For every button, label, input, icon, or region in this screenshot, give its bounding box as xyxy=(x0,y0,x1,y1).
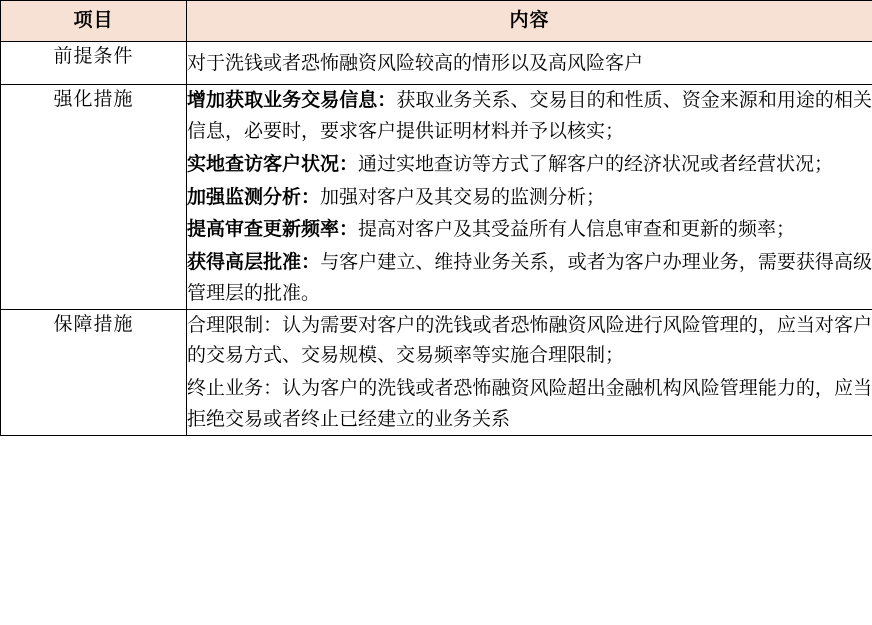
table-row xyxy=(1,41,872,85)
paragraph-text: 认为客户的洗钱或者恐怖融资风险超出金融机构风险管理能力的，应当拒绝交易或者终止已经建立的业务关系 xyxy=(187,377,872,430)
column-header-content: 内容 xyxy=(187,1,872,42)
paragraph xyxy=(187,149,872,180)
row-content xyxy=(187,41,872,85)
paragraph-lead: 实地查访客户状况： xyxy=(187,152,359,175)
paragraph-text: 通过实地查访等方式了解客户的经济状况或者经营状况； xyxy=(358,152,834,175)
paragraph-lead: 提高审查更新频率： xyxy=(187,218,359,241)
paragraph-lead: 终止业务： xyxy=(187,377,283,400)
table-row xyxy=(1,309,872,435)
row-content xyxy=(187,309,872,435)
paragraph-text: 加强对客户及其交易的监测分析； xyxy=(320,185,606,208)
paragraph-lead: 增加获取业务交易信息： xyxy=(187,89,397,112)
paragraph-text: 对于洗钱或者恐怖融资风险较高的情形以及高风险客户 xyxy=(187,51,644,74)
column-header-item: 项目 xyxy=(1,1,187,42)
paragraph xyxy=(187,48,872,79)
paragraph-text: 与客户建立、维持业务关系，或者为客户办理业务，需要获得高级管理层的批准。 xyxy=(187,251,872,304)
paragraph-lead: 加强监测分析： xyxy=(187,185,321,208)
paragraph-lead: 合理限制： xyxy=(187,313,283,336)
paragraph-text: 认为需要对客户的洗钱或者恐怖融资风险进行风险管理的，应当对客户的交易方式、交易规模、交易频率等实施合理限制； xyxy=(187,313,872,367)
paragraph-text: 获取业务关系、交易目的和性质、资金来源和用途的相关信息，必要时，要求客户提供证明材料并予以核实； xyxy=(187,89,872,143)
table-header-row xyxy=(1,1,872,42)
table-row xyxy=(1,85,872,309)
row-item-label: 保障措施 xyxy=(1,309,187,435)
paragraph-text: 提高对客户及其受益所有人信息审查和更新的频率； xyxy=(358,218,796,241)
paragraph xyxy=(187,85,872,147)
paragraph xyxy=(187,214,872,245)
paragraph xyxy=(187,182,872,213)
paragraph xyxy=(187,247,872,309)
paragraph-lead: 获得高层批准： xyxy=(187,251,321,274)
paragraph xyxy=(187,310,872,372)
row-content xyxy=(187,85,872,309)
row-item-label: 前提条件 xyxy=(1,41,187,85)
paragraph xyxy=(187,373,872,435)
row-item-label: 强化措施 xyxy=(1,85,187,309)
